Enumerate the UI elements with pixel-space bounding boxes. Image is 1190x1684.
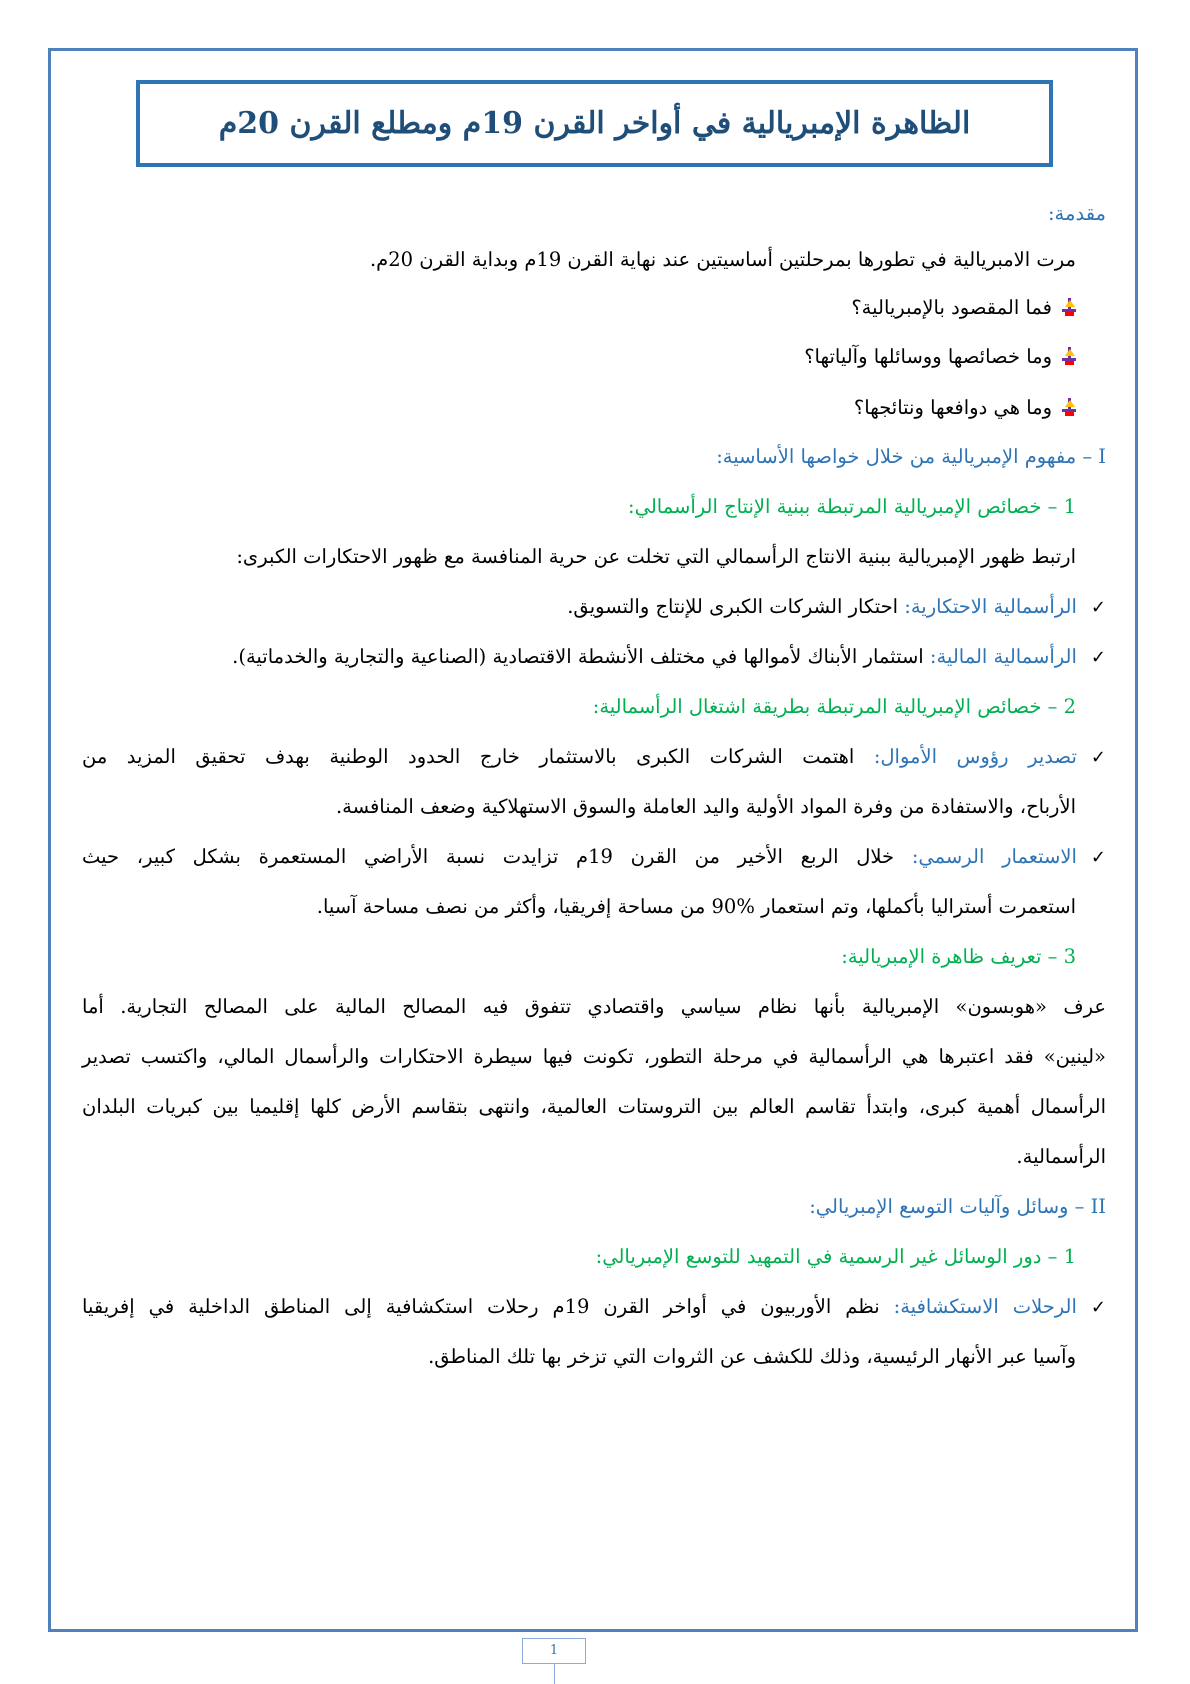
arrow-bullet-icon <box>1062 298 1076 316</box>
intro-text: مرت الامبريالية في تطورها بمرحلتين أساسيتين عند نهاية القرن 19م وبداية القرن 20م. <box>369 248 1076 271</box>
question-item <box>82 394 1106 422</box>
intro-heading: مقدمة: <box>1047 202 1106 225</box>
question-text: فما المقصود بالإمبريالية؟ <box>851 296 1052 319</box>
paragraph-line: الرأسمالية. <box>1016 1145 1106 1168</box>
item-text: احتكار الشركات الكبرى للإنتاج والتسويق. <box>567 595 905 618</box>
item-text-continuation: وآسيا عبر الأنهار الرئيسية، وذلك للكشف عن الثروات التي تزخر بها تلك المناطق. <box>428 1345 1076 1368</box>
question-item <box>82 294 1106 322</box>
page-border <box>48 48 1138 1632</box>
item-term: الاستعمار الرسمي: <box>911 845 1077 868</box>
section-2-heading: II – وسائل وآليات التوسع الإمبريالي: <box>809 1195 1106 1218</box>
list-item <box>82 843 1106 872</box>
page-number: 1 <box>522 1638 586 1664</box>
paragraph-line: «لينين» فقد اعتبرها هي الرأسمالية في مرحلة التطور، تكونت فيها سيطرة الاحتكارات والرأسمال المالي، واكتسب تصدير <box>82 1045 1106 1068</box>
section-1-heading: I – مفهوم الإمبريالية من خلال خواصها الأساسية: <box>716 445 1106 468</box>
subsection-1-2-heading: 2 – خصائص الإمبريالية المرتبطة بطريقة اشتغال الرأسمالية: <box>592 695 1076 718</box>
check-icon: ✓ <box>1090 847 1106 868</box>
item-text-continuation: الأرباح، والاستفادة من وفرة المواد الأولية واليد العاملة والسوق الاستهلاكية وضعف المنافسة. <box>335 795 1076 818</box>
check-icon: ✓ <box>1090 647 1106 668</box>
arrow-bullet-icon <box>1062 398 1076 416</box>
item-text: استثمار الأبناك لأموالها في مختلف الأنشطة الاقتصادية (الصناعية والتجارية والخدماتية). <box>232 645 930 668</box>
question-text: وما هي دوافعها ونتائجها؟ <box>853 396 1052 419</box>
title-box <box>136 80 1053 167</box>
paragraph-line: الرأسمال أهمية كبرى، وابتدأ تقاسم العالم بين التروستات العالمية، وانتهى بتقاسم الأرض كلها إقليميا بين كبريات البلدان <box>82 1095 1106 1118</box>
paragraph-line: عرف «هوبسون» الإمبريالية بأنها نظام سياسي واقتصادي تتفوق فيه المصالح المالية على المصالح التجارية. أما <box>82 995 1106 1018</box>
item-term: الرأسمالية الاحتكارية: <box>904 595 1077 618</box>
check-icon: ✓ <box>1090 597 1106 618</box>
subsection-2-1-heading: 1 – دور الوسائل غير الرسمية في التمهيد للتوسع الإمبريالي: <box>595 1245 1076 1268</box>
check-icon: ✓ <box>1090 1297 1106 1318</box>
subsection-1-1-heading: 1 – خصائص الإمبريالية المرتبطة ببنية الإنتاج الرأسمالي: <box>628 495 1076 518</box>
item-text: خلال الربع الأخير من القرن 19م تزايدت نسبة الأراضي المستعمرة بشكل كبير، حيث <box>82 845 912 868</box>
subsection-1-3-heading: 3 – تعريف ظاهرة الإمبريالية: <box>841 945 1076 968</box>
list-item <box>82 643 1106 672</box>
list-item <box>82 743 1106 772</box>
arrow-bullet-icon <box>1062 347 1076 365</box>
list-item <box>82 593 1106 622</box>
list-item <box>82 1293 1106 1322</box>
subsection-1-1-text: ارتبط ظهور الإمبريالية ببنية الانتاج الرأسمالي التي تخلت عن حرية المنافسة مع ظهور الاحتكارات الكبرى: <box>236 545 1076 568</box>
question-item <box>82 343 1106 371</box>
check-icon: ✓ <box>1090 747 1106 768</box>
item-term: الرحلات الاستكشافية: <box>893 1295 1077 1318</box>
item-text-continuation: استعمرت أستراليا بأكملها، وتم استعمار %90 من مساحة إفريقيا، وأكثر من نصف مساحة آسيا. <box>316 895 1076 918</box>
page-title: الظاهرة الإمبريالية في أواخر القرن 19م ومطلع القرن 20م <box>218 106 971 141</box>
item-term: تصدير رؤوس الأموال: <box>873 745 1077 768</box>
item-text: نظم الأوربيون في أواخر القرن 19م رحلات استكشافية إلى المناطق الداخلية في إفريقيا <box>82 1295 894 1318</box>
question-text: وما خصائصها ووسائلها وآلياتها؟ <box>804 345 1052 368</box>
item-text: اهتمت الشركات الكبرى بالاستثمار خارج الحدود الوطنية بهدف تحقيق المزيد من <box>82 745 874 768</box>
page-number-divider <box>554 1664 555 1684</box>
item-term: الرأسمالية المالية: <box>929 645 1077 668</box>
